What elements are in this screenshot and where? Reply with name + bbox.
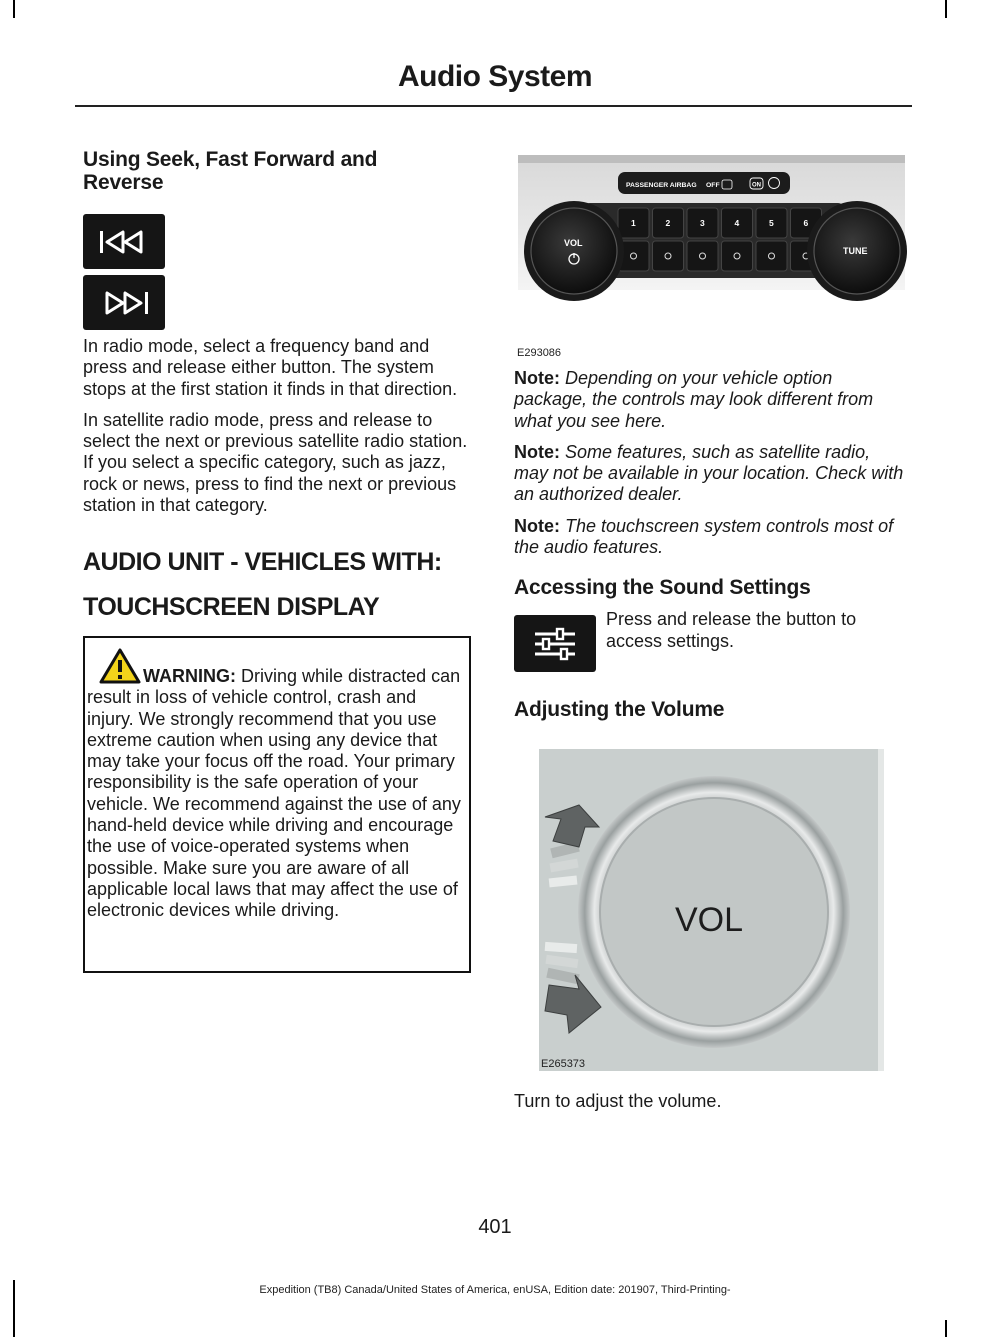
volume-knob-illustration xyxy=(539,749,884,1071)
section-heading-line2: TOUCHSCREEN DISPLAY xyxy=(83,593,380,622)
warning-box xyxy=(83,636,471,973)
preset-label: 3 xyxy=(700,218,705,228)
sound-settings-text: Press and release the button to access settings. xyxy=(606,609,857,651)
note-touchscreen xyxy=(514,516,909,559)
note-controls-label: Note: xyxy=(514,368,560,388)
function-button xyxy=(756,241,787,271)
note-touchscreen-label: Note: xyxy=(514,515,560,536)
on-label: ON xyxy=(752,182,761,189)
seek-paragraph-satellite: In satellite radio mode, press and release to select the next or previous satellite radio station. If you select a specific category, such as jazz, rock or news, press to find the next or previous station in that category. xyxy=(83,409,468,516)
seek-heading: Using Seek, Fast Forward and Reverse xyxy=(83,148,378,194)
sound-settings-button-illustration xyxy=(514,615,596,672)
seek-back-button-illustration xyxy=(83,214,165,269)
header-divider xyxy=(75,105,912,107)
volume-text: Turn to adjust the volume. xyxy=(514,1091,722,1112)
note-controls xyxy=(514,368,909,432)
seek-paragraph-radio: In radio mode, select a frequency band and press and release either button. The system stops at the first station it finds in that direction. xyxy=(83,336,458,399)
warning-label: WARNING: xyxy=(143,666,236,686)
volume-knob-label: VOL xyxy=(675,901,744,940)
seek-forward-icon xyxy=(96,289,152,317)
panel-figure-id: E293086 xyxy=(517,347,562,359)
function-button xyxy=(687,241,718,271)
sound-settings-heading: Accessing the Sound Settings xyxy=(514,576,811,600)
vol-knob-label: VOL xyxy=(564,238,583,248)
note-features-label: Note: xyxy=(514,441,560,462)
airbag-label: PASSENGER AIRBAG xyxy=(626,182,697,189)
right-column xyxy=(514,140,909,1113)
preset-label: 1 xyxy=(631,218,636,228)
audio-panel-illustration xyxy=(514,152,909,359)
seek-back-icon xyxy=(96,228,152,256)
airbag-state: OFF xyxy=(706,182,720,189)
seek-forward-button-illustration xyxy=(83,275,165,330)
knob-figure-id: E265373 xyxy=(541,1058,586,1071)
function-button xyxy=(653,241,684,271)
crop-mark-top-left xyxy=(13,0,15,18)
sound-settings-row xyxy=(514,609,909,672)
preset-label: 2 xyxy=(665,218,671,228)
page-number: 401 xyxy=(478,1216,512,1238)
warning-text xyxy=(87,666,467,922)
preset-label: 4 xyxy=(734,218,740,228)
sound-settings-icon xyxy=(531,627,579,661)
section-heading-line1: AUDIO UNIT - VEHICLES WITH: xyxy=(83,548,442,577)
volume-heading: Adjusting the Volume xyxy=(514,698,725,722)
preset-label: 5 xyxy=(769,218,774,228)
left-column xyxy=(83,140,475,623)
crop-mark-top-right xyxy=(945,0,947,18)
note-features-body: Some features, such as satellite radio, may not be available in your location. Check with an authorized dealer. xyxy=(514,441,904,505)
preset-label: 6 xyxy=(803,218,809,228)
tune-knob-label: TUNE xyxy=(843,246,868,256)
edition-footer: Expedition (TB8) Canada/United States of America, enUSA, Edition date: 201907, Third-Printing- xyxy=(259,1284,731,1296)
note-touchscreen-body: The touchscreen system controls most of the audio features. xyxy=(514,515,894,558)
warning-body: Driving while distracted can result in loss of vehicle control, crash and injury. We strongly recommend that you use extreme caution when using any device that may take your focus off the road. Your primary responsibility is the safe operation of your vehicle. We recommend against the use of any hand-held device while driving and encourage the use of voice-operated systems when possible. Make sure you are aware of all applicable local laws that may affect the use of electronic devices while driving. xyxy=(87,666,461,921)
function-button xyxy=(722,241,753,271)
crop-mark-bottom-right xyxy=(945,1320,947,1337)
note-features xyxy=(514,442,909,506)
note-controls-body: Depending on your vehicle option package, the controls may look different from what you see here. xyxy=(514,368,874,431)
page-title: Audio System xyxy=(397,60,593,93)
